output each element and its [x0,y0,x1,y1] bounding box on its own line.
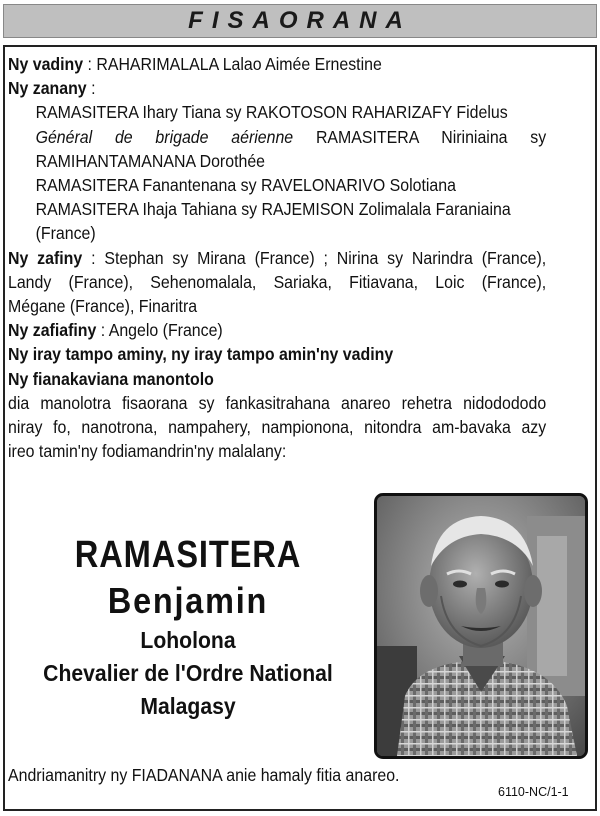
spouse-value: : RAHARIMALALA Lalao Aimée Ernestine [83,54,382,74]
spouse-line [8,52,546,76]
children-label: Ny zanany [8,78,87,99]
reference-code: 6110-NC/1-1 [498,785,569,799]
rank-text: Général de brigade aérienne [35,126,294,147]
child-line-5: RAMASITERA Ihaja Tahiana sy RAJEMISON Zolimalala Faraniaina [35,199,511,220]
deceased-title-1: Loholona [140,627,236,653]
thanks-line-3: ireo tamin'ny fodiamandrin'ny malalany: [8,441,287,462]
thanks-line-2: niray fo, nanotrona, nampahery, nampionona, nitondra am-bavaka azy [8,417,547,438]
portrait-image [377,496,585,756]
notice-body [8,52,546,463]
grandchildren-line-2: Landy (France), Sehenomalala, Sariaka, Fitiavana, Loic (France), [8,271,547,292]
child-line-6: (France) [35,223,96,244]
great-grandchildren-line [8,318,546,342]
deceased-title-3: Malagasy [140,693,236,719]
title-bar [3,4,597,38]
children-heading [8,76,546,100]
spouse-label: Ny vadiny [8,54,84,74]
deceased-name-block [8,532,368,723]
family-line: Ny fianakaviana manontolo [8,368,214,389]
notice-title: FISAORANA [188,7,412,34]
child-line-2-rest: RAMASITERA Niriniaina sy [293,126,547,147]
children-colon: : [86,78,96,99]
grandchildren-line-1 [8,246,546,270]
deceased-photo [374,493,588,759]
child-line-1: RAMASITERA Ihary Tiana sy RAKOTOSON RAHARIZAFY Fidelus [35,102,508,123]
deceased-firstname: Benjamin [107,580,269,621]
grandchildren-value-1: : Stephan sy Mirana (France) ; Nirina sy Narindra (France), [82,247,547,268]
great-grandchildren-label: Ny zafiafiny [8,320,97,341]
child-line-4: RAMASITERA Fanantenana sy RAVELONARIVO Solotiana [35,175,456,196]
grandchildren-line-3: Mégane (France), Finaritra [8,296,198,317]
grandchildren-label: Ny zafiny [8,247,83,268]
closing-blessing: Andriamanitry ny FIADANANA anie hamaly fitia anareo. [8,765,400,785]
siblings-line: Ny iray tampo aminy, ny iray tampo amin'ny vadiny [8,344,394,365]
thanks-line-1: dia manolotra fisaorana sy fankasitrahana anareo rehetra nidodododo [8,392,547,413]
great-grandchildren-value: : Angelo (France) [96,320,223,341]
deceased-surname: RAMASITERA [74,534,302,576]
deceased-title-2: Chevalier de l'Ordre National [43,660,333,686]
child-line-3: RAMIHANTAMANANA Dorothée [35,150,266,171]
child-line-2 [8,125,546,149]
